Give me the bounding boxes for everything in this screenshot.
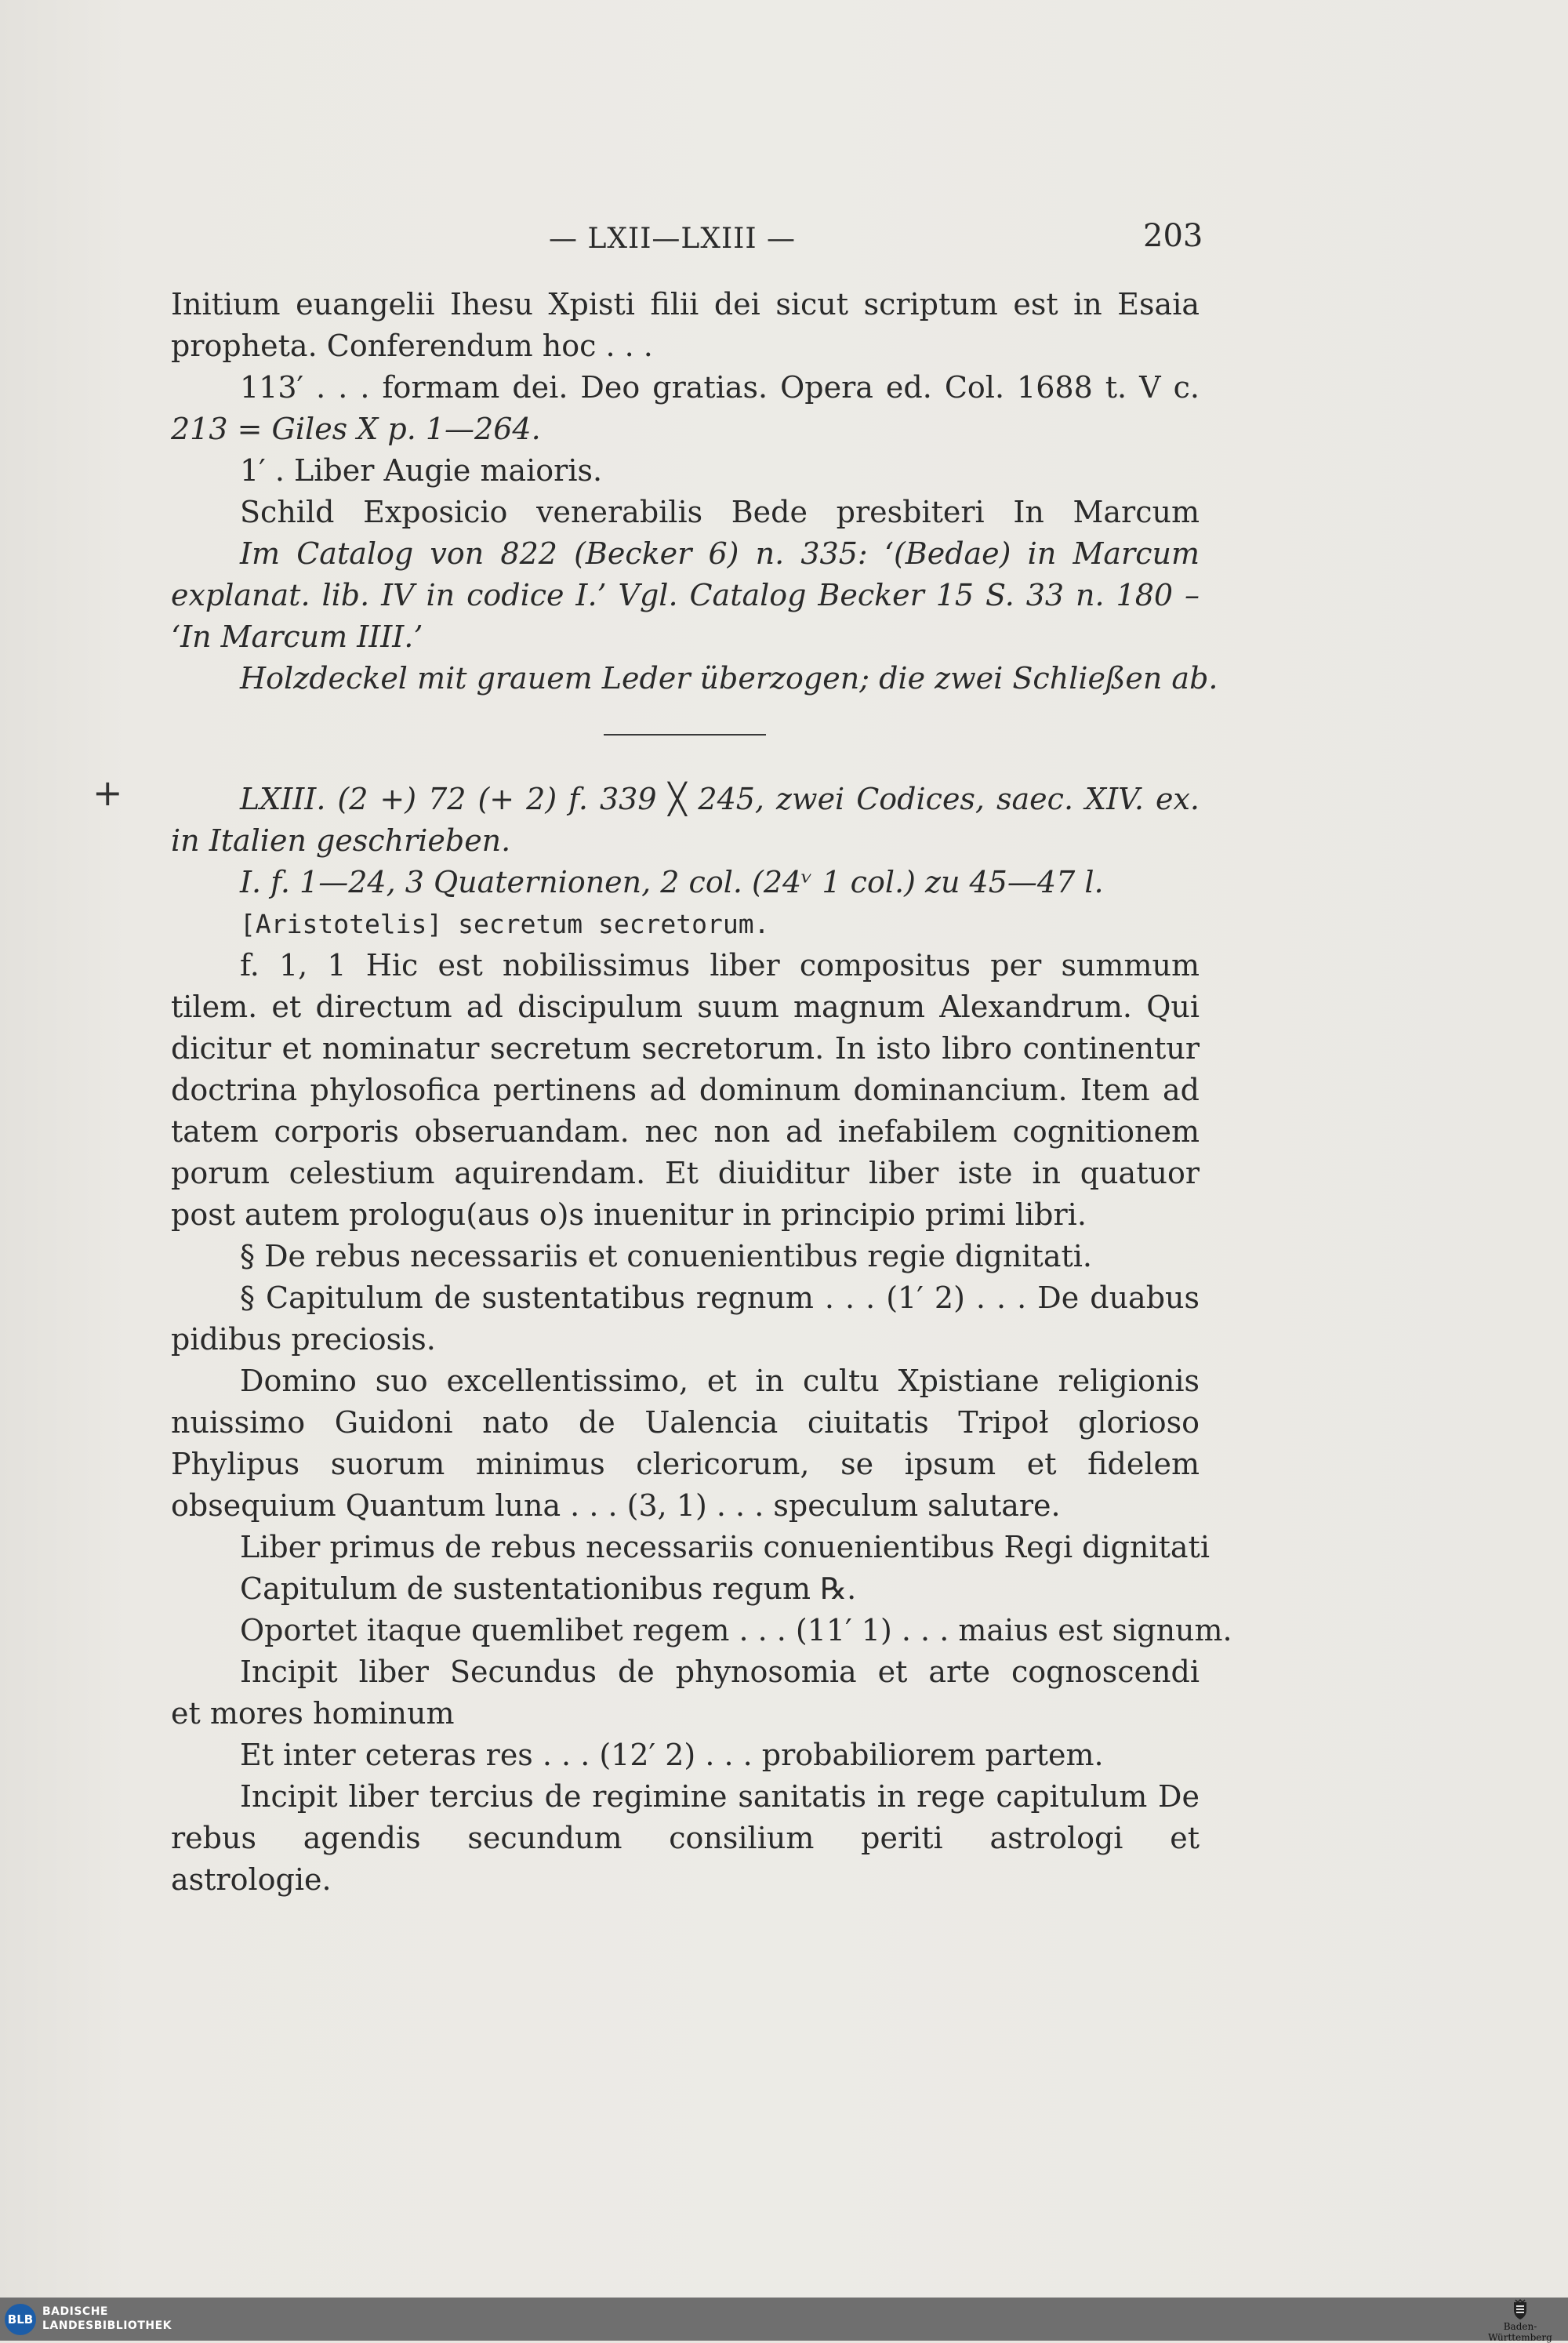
coat-of-arms-icon [1511,2299,1530,2321]
text-line: Holzdeckel mit grauem Leder überzogen; die zwei Schließen ab. [240,661,1218,696]
text-line: Incipit liber tercius de regimine sanitatis in rege capitulum De [240,1779,1200,1814]
text-line: Et inter ceteras res . . . (12′ 2) . . . probabiliorem partem. [240,1738,1104,1772]
text-line: 1′ . Liber Augie maioris. [240,453,603,488]
text-line: propheta. Conferendum hoc . . . [171,329,653,363]
text-line: obsequium Quantum luna . . . (3, 1) . . . speculum salutare. [171,1488,1061,1523]
text-line: 113′ . . . formam dei. Deo gratias. Opera ed. Col. 1688 t. V c. [240,370,1200,405]
text-line: tilem. et directum ad discipulum suum magnum Alexandrum. Qui [171,990,1200,1024]
text-line: [Aristotelis] secretum secretorum. [240,909,770,939]
text-line: § De rebus necessariis et conuenientibus regie dignitati. [240,1239,1092,1273]
text-line: 213 = Giles X p. 1—264. [171,412,541,446]
text-line: Capitulum de sustentationibus regum ℞. [240,1571,857,1606]
text-line: doctrina phylosofica pertinens ad dominum dominancium. Item ad [171,1073,1200,1107]
text-line: LXIII. (2 +) 72 (+ 2) f. 339 ╳ 245, zwei Codices, saec. XIV. ex. [240,782,1200,816]
text-block-lxii [171,284,1218,699]
text-line: dicitur et nominatur secretum secretorum. In isto libro continentur [171,1031,1200,1066]
margin-mark: + [93,772,123,814]
text-line: rebus agendis secundum consilium periti astrologi et [171,1821,1200,1855]
text-line: nuissimo Guidoni nato de Ualencia ciuitatis Tripoł glorioso [171,1405,1200,1440]
text-line: § Capitulum de sustentatibus regnum . . . (1′ 2) . . . De duabus [240,1280,1200,1315]
text-line: pidibus preciosis. [171,1322,436,1357]
blb-logo: BLB [5,2304,36,2335]
text-line: Initium euangelii Ihesu Xpisti filii dei sicut scriptum est in Esaia [171,287,1200,321]
page-header [0,218,1568,260]
bw-emblem [1477,2299,1563,2343]
text-line: f. 1, 1 Hic est nobilissimus liber compositus per summum [240,948,1200,983]
text-line: porum celestium aquirendam. Et diuiditur liber iste in quatuor [171,1156,1200,1190]
text-line: I. f. 1—24, 3 Quaternionen, 2 col. (24ᵛ 1 col.) zu 45—47 l. [240,865,1104,899]
library-name-line2: LANDESBIBLIOTHEK [42,2319,172,2332]
text-line: in Italien geschrieben. [171,823,511,858]
text-line: Oportet itaque quemlibet regem . . . (11′ 1) . . . maius est signum. [240,1613,1232,1647]
footer-bar [0,2298,1568,2341]
library-name [42,2305,172,2333]
text-line: astrologie. [171,1862,332,1897]
text-line: et mores hominum [171,1696,455,1731]
text-line: post autem prologu(aus o)s inuenitur in principio primi libri. [171,1197,1087,1232]
text-line: Schild Exposicio venerabilis Bede presbiteri In Marcum [240,495,1200,529]
page-number: 203 [1143,218,1203,254]
text-block-lxiii [171,779,1232,1901]
text-line: tatem corporis obseruandam. nec non ad inefabilem cognitionem [171,1114,1200,1149]
text-line: explanat. lib. IV in codice I.’ Vgl. Catalog Becker 15 S. 33 n. 180 – [171,578,1200,612]
text-line: Im Catalog von 822 (Becker 6) n. 335: ‘(Bedae) in Marcum [240,536,1200,571]
text-line: Phylipus suorum minimus clericorum, se ipsum et fidelem [171,1447,1200,1481]
text-line: Domino suo excellentissimo, et in cultu Xpistiane religionis [240,1364,1200,1398]
section-divider [604,734,766,736]
text-line: ‘In Marcum IIII.’ [171,619,423,654]
running-head: — LXII—LXIII — [549,223,797,255]
library-name-line1: BADISCHE [42,2305,108,2318]
text-line: Liber primus de rebus necessariis conuenientibus Regi dignitati [240,1530,1210,1564]
bw-label: Baden-Württemberg [1488,2321,1552,2343]
text-line: Incipit liber Secundus de phynosomia et arte cognoscendi [240,1655,1200,1689]
